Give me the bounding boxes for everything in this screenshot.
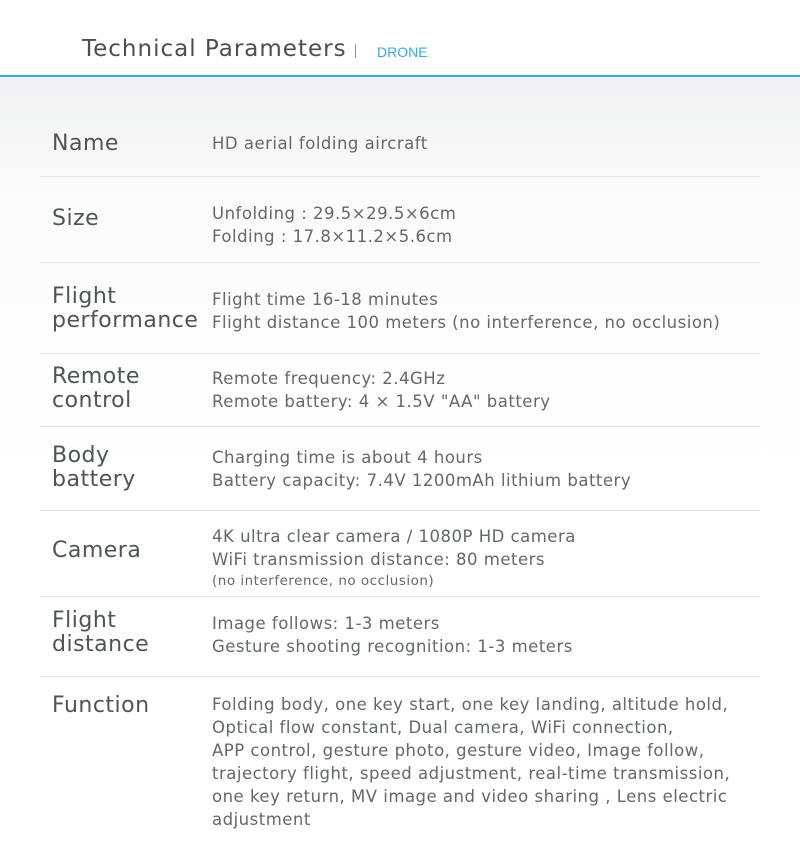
spec-row-size [40, 177, 760, 263]
spec-row-body-battery [40, 427, 760, 511]
spec-values: Folding body, one key start, one key landing, altitude hold, Optical flow constant, Dual camera, WiFi connection, APP control, gesture photo, gesture video, Image follow, trajectory flight, speed adjustment, real-time transmission, one key return, MV image and video sharing , Lens electric adjustment [212, 695, 731, 829]
spec-row-function [40, 677, 760, 837]
spec-label: Camera [52, 538, 142, 563]
spec-row-name [40, 108, 760, 177]
section-header [0, 0, 800, 78]
spec-values: 4K ultra clear camera / 1080P HD camera WiFi transmission distance: 80 meters (no interference, no occlusion) [212, 527, 576, 589]
spec-label: Name [52, 131, 119, 156]
spec-row-camera [40, 511, 760, 597]
spec-values: Remote frequency: 2.4GHz Remote battery: 4 × 1.5V "AA" battery [212, 369, 551, 411]
spec-row-remote-control [40, 354, 760, 427]
spec-values: Unfolding : 29.5×29.5×6cm Folding : 17.8×11.2×5.6cm [212, 204, 457, 246]
spec-note: (no interference, no occlusion) [212, 573, 435, 589]
header-underline [0, 75, 800, 77]
page-title: Technical Parameters [82, 36, 347, 62]
spec-values: Flight time 16-18 minutes Flight distance 100 meters (no interference, no occlusion) [212, 290, 721, 332]
spec-label: Flight performance [52, 284, 199, 333]
spec-label: Size [52, 206, 100, 231]
spec-row-flight-distance [40, 597, 760, 677]
spec-label: Body battery [52, 443, 136, 492]
spec-row-flight-performance [40, 263, 760, 354]
spec-values: Image follows: 1-3 meters Gesture shooting recognition: 1-3 meters [212, 614, 573, 656]
spec-label: Remote control [52, 364, 140, 413]
spec-label: Flight distance [52, 608, 150, 657]
title-separator [355, 44, 356, 58]
spec-label: Function [52, 693, 150, 718]
category-tag: DRONE [377, 44, 428, 60]
spec-values: HD aerial folding aircraft [212, 134, 428, 153]
spec-values: Charging time is about 4 hours Battery capacity: 7.4V 1200mAh lithium battery [212, 448, 632, 490]
